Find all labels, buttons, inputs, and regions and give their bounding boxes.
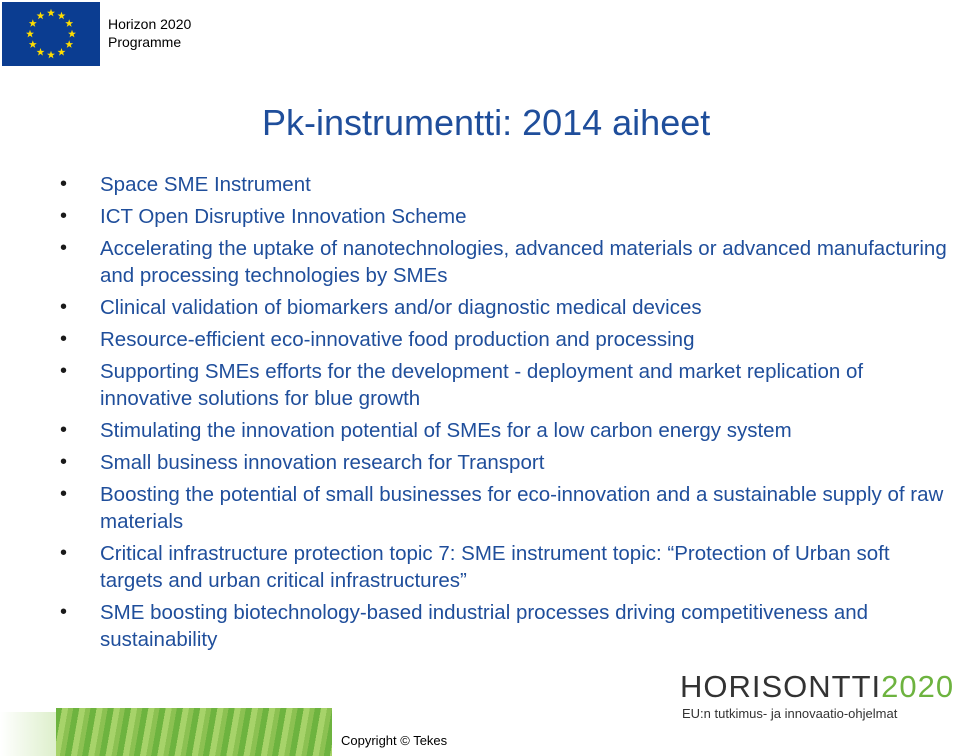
list-item: [60, 599, 950, 653]
programme-line2: Programme: [108, 34, 182, 50]
bullet-dot: •: [60, 601, 68, 623]
star-icon: [65, 19, 73, 27]
topic-list: [60, 171, 950, 658]
list-item: [60, 171, 950, 198]
list-item-text: Space SME Instrument: [100, 173, 311, 196]
list-item: [60, 449, 950, 476]
list-item-text: Small business innovation research for Transport: [100, 451, 545, 474]
logo-word: HORISONTTI: [680, 669, 882, 704]
star-icon: [29, 19, 37, 27]
list-item-text: Supporting SMEs efforts for the development - deployment and market replication of innovative solutions for blue growth: [100, 360, 864, 410]
list-item-text: SME boosting biotechnology-based industrial processes driving competitiveness and sustainability: [100, 601, 869, 651]
list-item-text: Resource-efficient eco-innovative food production and processing: [100, 328, 695, 351]
list-item-text: Stimulating the innovation potential of SMEs for a low carbon energy system: [100, 419, 792, 442]
list-item: [60, 417, 950, 444]
decorative-green-stripe: [56, 708, 332, 756]
logo-tagline: EU:n tutkimus- ja innovaatio-ohjelmat: [682, 706, 898, 721]
star-icon: [68, 30, 76, 38]
list-item: [60, 235, 950, 289]
bullet-dot: •: [60, 205, 68, 227]
list-item: [60, 481, 950, 535]
bullet-dot: •: [60, 419, 68, 441]
programme-label: [108, 15, 191, 51]
logo-number: 2020: [881, 669, 955, 704]
star-icon: [29, 40, 37, 48]
slide-title: Pk-instrumentti: 2014 aiheet: [262, 102, 711, 143]
list-item-text: Critical infrastructure protection topic 7: SME instrument topic: “Protection of Urban soft targets and urban critical infrastructures”: [100, 542, 890, 592]
copyright-text: Copyright © Tekes: [341, 733, 448, 748]
list-item: [60, 203, 950, 230]
list-item-text: Boosting the potential of small businesses for eco-innovation and a sustainable supply of raw materials: [100, 483, 944, 533]
star-icon: [58, 48, 66, 56]
bullet-dot: •: [60, 360, 68, 382]
list-item-text: ICT Open Disruptive Innovation Scheme: [100, 205, 467, 228]
star-icon: [47, 9, 55, 17]
list-item: [60, 294, 950, 321]
star-icon: [26, 30, 34, 38]
star-icon: [37, 12, 45, 20]
decorative-stripe-fade: [0, 712, 60, 756]
list-item-text: Accelerating the uptake of nanotechnologies, advanced materials or advanced manufacturing and processing technologies by SMEs: [100, 237, 947, 287]
bullet-dot: •: [60, 237, 68, 259]
bullet-dot: •: [60, 296, 68, 318]
programme-line1: Horizon 2020: [108, 16, 192, 32]
list-item-text: Clinical validation of biomarkers and/or diagnostic medical devices: [100, 296, 702, 319]
bullet-dot: •: [60, 173, 68, 195]
bullet-dot: •: [60, 483, 68, 505]
star-icon: [58, 12, 66, 20]
star-icon: [47, 51, 55, 59]
horisontti-logo: [680, 669, 954, 705]
bullet-dot: •: [60, 451, 68, 473]
bullet-dot: •: [60, 328, 68, 350]
star-icon: [37, 48, 45, 56]
eu-flag-icon: [2, 2, 100, 66]
list-item: [60, 326, 950, 353]
list-item: [60, 358, 950, 412]
star-icon: [65, 40, 73, 48]
bullet-dot: •: [60, 542, 68, 564]
list-item: [60, 540, 950, 594]
